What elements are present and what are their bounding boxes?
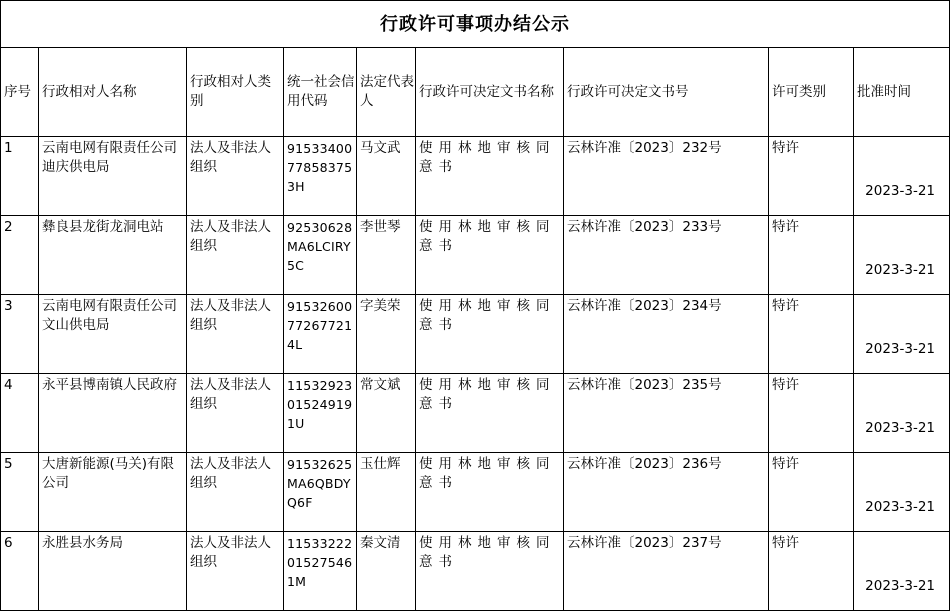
party-name: 大唐新能源(马关)有限公司: [39, 453, 187, 532]
credit-code: 915326007726772​14L: [284, 295, 357, 374]
permit-type: 特许: [769, 137, 854, 216]
table-row: [1, 216, 950, 295]
legal-rep: 秦文清: [357, 532, 416, 611]
party-type: 法人及非法人组织: [187, 374, 284, 453]
header-legal-rep: 法定代表人: [357, 48, 416, 137]
row-no: 4: [1, 374, 39, 453]
doc-name: 使用林地审核同意书: [416, 295, 564, 374]
doc-name: 使用林地审核同意书: [416, 216, 564, 295]
row-no: 5: [1, 453, 39, 532]
permit-type: 特许: [769, 374, 854, 453]
credit-code: 915334007785837​53H: [284, 137, 357, 216]
table-row: [1, 295, 950, 374]
table-row: [1, 532, 950, 611]
party-name: 永平县博南镇人民政府: [39, 374, 187, 453]
doc-name: 使用林地审核同意书: [416, 137, 564, 216]
row-no: 3: [1, 295, 39, 374]
doc-name: 使用林地审核同意书: [416, 532, 564, 611]
approval-date: 2023-3-21: [854, 295, 950, 374]
legal-rep: 常文斌: [357, 374, 416, 453]
party-type: 法人及非法人组织: [187, 532, 284, 611]
header-no: 序号: [1, 48, 39, 137]
credit-code: 115329230152491​91U: [284, 374, 357, 453]
credit-code: 115332220152754​61M: [284, 532, 357, 611]
permit-type: 特许: [769, 295, 854, 374]
party-name: 永胜县水务局: [39, 532, 187, 611]
party-name: 云南电网有限责任公司文山供电局: [39, 295, 187, 374]
row-no: 1: [1, 137, 39, 216]
doc-no: 云林许准〔2023〕235号: [564, 374, 769, 453]
party-type: 法人及非法人组织: [187, 453, 284, 532]
header-doc-no: 行政许可决定文书号: [564, 48, 769, 137]
party-type: 法人及非法人组织: [187, 216, 284, 295]
party-type: 法人及非法人组织: [187, 295, 284, 374]
credit-code: 92530628MA6LCIRY5C: [284, 216, 357, 295]
doc-no: 云林许准〔2023〕237号: [564, 532, 769, 611]
doc-no: 云林许准〔2023〕234号: [564, 295, 769, 374]
doc-name: 使用林地审核同意书: [416, 374, 564, 453]
header-row: [1, 48, 950, 137]
approval-date: 2023-3-21: [854, 453, 950, 532]
permit-type: 特许: [769, 453, 854, 532]
credit-code: 91532625MA6QBDYQ6F: [284, 453, 357, 532]
header-party-name: 行政相对人名称: [39, 48, 187, 137]
legal-rep: 李世琴: [357, 216, 416, 295]
table-row: [1, 137, 950, 216]
row-no: 6: [1, 532, 39, 611]
doc-name: 使用林地审核同意书: [416, 453, 564, 532]
page-title: 行政许可事项办结公示: [1, 1, 950, 48]
party-type: 法人及非法人组织: [187, 137, 284, 216]
header-permit-type: 许可类别: [769, 48, 854, 137]
approval-date: 2023-3-21: [854, 137, 950, 216]
header-doc-name: 行政许可决定文书名称: [416, 48, 564, 137]
doc-no: 云林许准〔2023〕233号: [564, 216, 769, 295]
approval-date: 2023-3-21: [854, 216, 950, 295]
party-name: 云南电网有限责任公司迪庆供电局: [39, 137, 187, 216]
approval-date: 2023-3-21: [854, 374, 950, 453]
doc-no: 云林许准〔2023〕236号: [564, 453, 769, 532]
approval-date: 2023-3-21: [854, 532, 950, 611]
permit-type: 特许: [769, 532, 854, 611]
table-row: [1, 374, 950, 453]
row-no: 2: [1, 216, 39, 295]
header-approval-date: 批准时间: [854, 48, 950, 137]
legal-rep: 字美荣: [357, 295, 416, 374]
legal-rep: 马文武: [357, 137, 416, 216]
header-party-type: 行政相对人类别: [187, 48, 284, 137]
permit-type: 特许: [769, 216, 854, 295]
party-name: 彝良县龙街龙洞电站: [39, 216, 187, 295]
header-credit-code: 统一社会信用代码: [284, 48, 357, 137]
doc-no: 云林许准〔2023〕232号: [564, 137, 769, 216]
legal-rep: 玉仕辉: [357, 453, 416, 532]
table-row: [1, 453, 950, 532]
